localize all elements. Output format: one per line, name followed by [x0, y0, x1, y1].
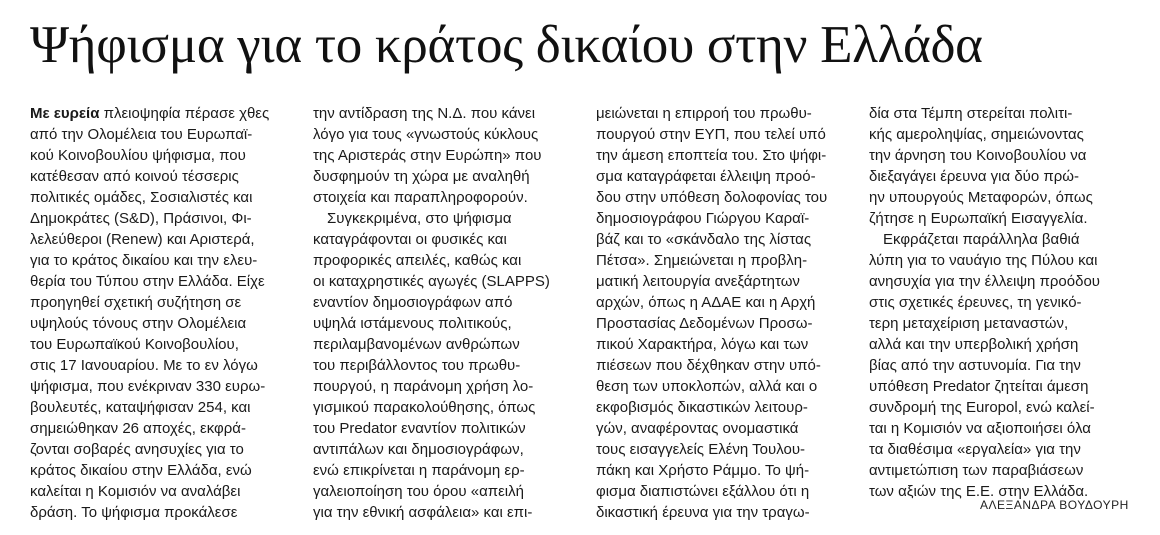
column-line: καλείται η Κομισιόν να αναλάβει: [30, 483, 241, 500]
column-line: περιλαμβανομένων ανθρώπων: [313, 336, 520, 353]
column-line: στις σχετικές έρευνες, τη γενικό-: [869, 294, 1082, 311]
column-line: κράτος δικαίου στην Ελλάδα, ενώ: [30, 462, 252, 479]
column-line: υψηλά ιστάμενους πολιτικούς,: [313, 315, 512, 332]
column-line: γών, αναφέροντας ονομαστικά: [596, 420, 799, 437]
column-line: λόγο για τους «γνωστούς κύκλους: [313, 126, 539, 143]
column-line: για το κράτος δικαίου και την ελευ-: [30, 252, 258, 269]
article-column-1: [30, 103, 292, 523]
column-line: πικού Χαρακτήρα, λόγω και των: [596, 336, 809, 353]
column-line: την άμεση εποπτεία του. Στο ψήφι-: [596, 147, 827, 164]
column-line: σμα καταγράφεται έλλειψη προό-: [596, 168, 816, 185]
column-line: πουργού, η παράνομη χρήση λο-: [313, 378, 534, 395]
line-text: πλειοψηφία πέρασε χθες: [99, 105, 270, 122]
column-line: δικαστική έρευνα για την τραγω-: [596, 504, 810, 521]
column-line: την αντίδραση της Ν.Δ. που κάνει: [313, 105, 536, 122]
column-line: τους εισαγγελείς Ελένη Τουλου-: [596, 441, 806, 458]
column-line: στις 17 Ιανουαρίου. Με το εν λόγω: [30, 357, 258, 374]
column-line: Προστασίας Δεδομένων Προσω-: [596, 315, 813, 332]
column-line: προφορικές απειλές, καθώς και: [313, 252, 522, 269]
column-line: αντιμετώπιση των παραβιάσεων: [869, 462, 1084, 479]
column-line: ζονται σοβαρές ανησυχίες για το: [30, 441, 244, 458]
column-line: γαλειοποίηση του όρου «απειλή: [313, 483, 524, 500]
column-line: δου στην υπόθεση δολοφονίας του: [596, 189, 828, 206]
lead-in: Με ευρεία: [30, 105, 100, 122]
column-line: θερία του Τύπου στην Ελλάδα. Είχε: [30, 273, 265, 290]
column-line: κού Κοινοβουλίου ψήφισμα, που: [30, 147, 246, 164]
column-line: ην υπουργούς Μεταφορών, όπως: [869, 189, 1093, 206]
column-line: Συγκεκριμένα, στο ψήφισμα: [327, 210, 512, 227]
column-line: θεση των υποκλοπών, αλλά και ο: [596, 378, 818, 395]
column-line: την άρνηση του Κοινοβουλίου να: [869, 147, 1087, 164]
column-line: στοιχεία και παραπληροφορούν.: [313, 189, 528, 206]
column-line: αλλά και την υπερβολική χρήση: [869, 336, 1079, 353]
column-line: συνδρομή της Europol, ενώ καλεί-: [869, 399, 1095, 416]
column-line: Εκφράζεται παράλληλα βαθιά: [883, 231, 1080, 248]
column-line: οι καταχρηστικές αγωγές (SLAPPS): [313, 273, 550, 290]
column-line: ενώ επικρίνεται η παράνομη ερ-: [313, 462, 525, 479]
article-column-3: [596, 103, 858, 523]
column-line: ματική λειτουργία ανεξάρτητων: [596, 273, 800, 290]
column-line: αντιπάλων και δημοσιογράφων,: [313, 441, 524, 458]
column-line: ψήφισμα, που ενέκριναν 330 ευρω-: [30, 378, 266, 395]
column-line: κής αμεροληψίας, σημειώνοντας: [869, 126, 1084, 143]
column-line: Δημοκράτες (S&D), Πράσινοι, Φι-: [30, 210, 252, 227]
column-line: τερη μεταχείριση μεταναστών,: [869, 315, 1069, 332]
column-line: από την Ολομέλεια του Ευρωπαϊ-: [30, 126, 253, 143]
column-line: σημειώθηκαν 26 αποχές, εκφρά-: [30, 420, 246, 437]
column-line: υπόθεση Predator ζητείται άμεση: [869, 378, 1089, 395]
column-line: των αξιών της Ε.Ε. στην Ελλάδα.: [869, 483, 1089, 500]
column-line: πιέσεων που δέχθηκαν στην υπό-: [596, 357, 821, 374]
column-line: αρχών, όπως η ΑΔΑΕ και η Αρχή: [596, 294, 816, 311]
column-line: κατέθεσαν από κοινού τέσσερις: [30, 168, 239, 185]
column-line: βάζ και το «σκάνδαλο της λίστας: [596, 231, 812, 248]
column-line: ται η Κομισιόν να αξιοποιήσει όλα: [869, 420, 1091, 437]
column-line: ανησυχία για την έλλειψη προόδου: [869, 273, 1100, 290]
column-line: πολιτικές ομάδες, Σοσιαλιστές και: [30, 189, 253, 206]
column-line: δία στα Τέμπη στερείται πολιτι-: [869, 105, 1073, 122]
column-line: του Ευρωπαϊκού Κοινοβουλίου,: [30, 336, 239, 353]
article-column-2: [313, 103, 575, 523]
column-line: φισμα διαπιστώνει εξάλλου ότι η: [596, 483, 810, 500]
column-line: βουλευτές, καταψήφισαν 254, και: [30, 399, 251, 416]
column-line: δράση. Το ψήφισμα προκάλεσε: [30, 504, 238, 521]
column-line: πάκη και Χρήστο Ράμμο. Το ψή-: [596, 462, 810, 479]
column-line: εκφοβισμός δικαστικών λειτουρ-: [596, 399, 808, 416]
column-line: τα διαθέσιμα «εργαλεία» για την: [869, 441, 1081, 458]
article-column-4: [869, 103, 1131, 502]
column-line: γισμικού παρακολούθησης, όπως: [313, 399, 536, 416]
column-line: καταγράφονται οι φυσικές και: [313, 231, 507, 248]
column-line: για την εθνική ασφάλεια» και επι-: [313, 504, 533, 521]
column-line: λελεύθεροι (Renew) και Αριστερά,: [30, 231, 255, 248]
column-line: δημοσιογράφου Γιώργου Καραϊ-: [596, 210, 810, 227]
column-line: του Predator εναντίον πολιτικών: [313, 420, 526, 437]
column-line: Πέτσα». Σημειώνεται η προβλη-: [596, 252, 808, 269]
column-line: προηγηθεί σχετική συζήτηση σε: [30, 294, 242, 311]
author-byline: ΑΛΕΞΑΝΔΡΑ ΒΟΥΔΟΥΡΗ: [980, 498, 1129, 512]
column-line: διεξαγάγει έρευνα για δύο πρώ-: [869, 168, 1079, 185]
column-line: υψηλούς τόνους στην Ολομέλεια: [30, 315, 247, 332]
column-line: του περιβάλλοντος του πρωθυ-: [313, 357, 521, 374]
column-line: μειώνεται η επιρροή του πρωθυ-: [596, 105, 812, 122]
column-line: πουργού στην ΕΥΠ, που τελεί υπό: [596, 126, 826, 143]
column-line: βίας από την αστυνομία. Για την: [869, 357, 1081, 374]
column-line: της Αριστεράς στην Ευρώπη» που: [313, 147, 542, 164]
column-line: εναντίον δημοσιογράφων από: [313, 294, 513, 311]
column-line: ζήτησε η Ευρωπαϊκή Εισαγγελία.: [869, 210, 1088, 227]
column-line: δυσφημούν τη χώρα με αναληθή: [313, 168, 530, 185]
column-line: λύπη για το ναυάγιο της Πύλου και: [869, 252, 1098, 269]
article-headline: Ψήφισμα για το κράτος δικαίου στην Ελλάδα: [30, 16, 983, 74]
column-line: [30, 103, 292, 124]
